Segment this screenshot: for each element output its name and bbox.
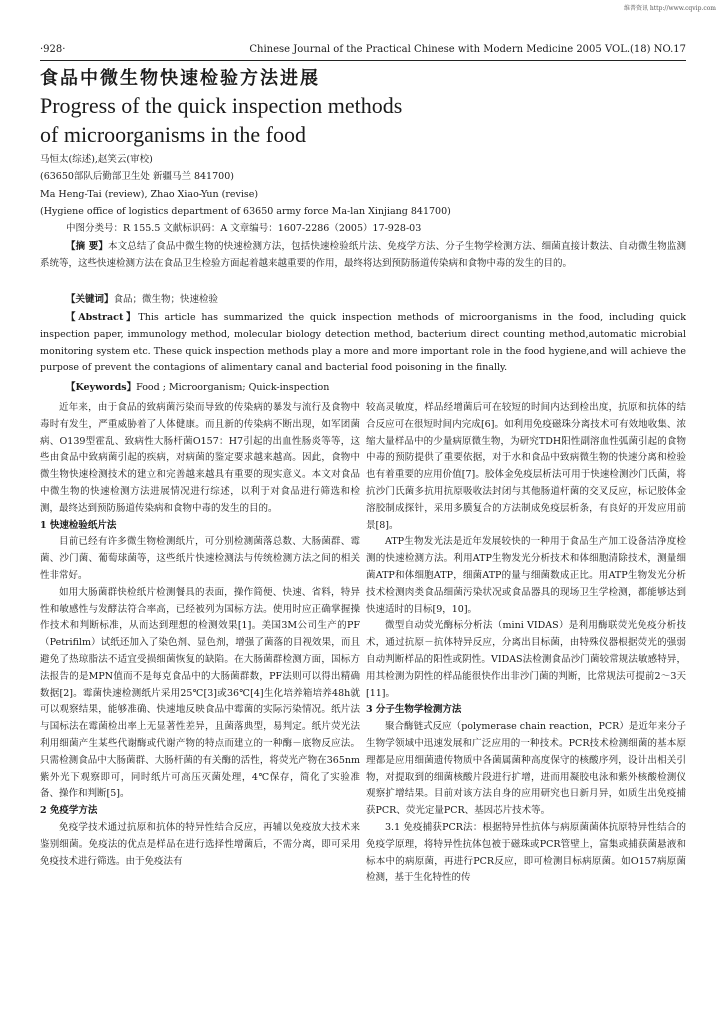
title-chinese: 食品中微生物快速检验方法进展 xyxy=(40,68,320,89)
section-heading-2: 2 免疫学方法 xyxy=(40,805,98,817)
abstract-english xyxy=(40,310,686,377)
header-rule xyxy=(40,60,686,61)
section-heading-3: 3 分子生物学检测方法 xyxy=(366,704,462,716)
affiliation-chinese: (63650部队后勤部卫生处 新疆马兰 841700) xyxy=(40,171,234,182)
right-column xyxy=(366,400,686,887)
classification-line: 中图分类号：R 155.5 文献标识码：A 文章编号：1607-2286（2005）17-928-03 xyxy=(66,223,422,234)
authors-chinese: 马恒太(综述),赵笑云(审校) xyxy=(40,154,153,165)
keywords-zh-text: 食品；微生物；快速检验 xyxy=(113,294,219,305)
abstract-en-text: This article has summarized the quick inspection methods of microorganisms in the food, including quick inspection paper, immunology method, molecular biology detection method, bacterium direct counting method,automatic microbial monitoring system etc. These quick inspection methods play a more and more important role in the food hygiene,and will achieve the purpose of prevent the contagions of alimentary canal and bacterial food poisoning in the finally. xyxy=(40,312,687,374)
title-english-line2: of microorganisms in the food xyxy=(40,122,306,147)
keywords-en-label: 【Keywords】 xyxy=(66,382,137,393)
left-column xyxy=(40,400,360,870)
paragraph: 免疫学技术通过抗原和抗体的特异性结合反应，再辅以免疫放大技术来鉴别细菌。免疫法的优点是样品在进行选择性增菌后，不需分离，即可采用免疫技术进行筛选。由于免疫法有 xyxy=(40,821,360,867)
keywords-zh-label: 【关键词】 xyxy=(66,294,114,305)
keywords-en-text: Food ; Microorganism; Quick-inspection xyxy=(136,382,330,393)
paragraph: 如用大肠菌群快检纸片检测餐具的表面，操作简便、快速、省料，特异性和敏感性与发酵法符合率高，已经被列为国标方法。使用时应正确掌握操作技术和判断标准，从而达到理想的检测效果[1]。美国3M公司生产的PF（Petrifilm）试纸还加入了染色剂、显色剂，增强了菌落的目视效果，而且避免了热琼脂法不适宜受损细菌恢复的缺陷。在大肠菌群检测方面，国标方法报告的是MPN值而不是每克食品中的大肠菌群数，PF法则可以得出精确数据[2]。霉菌快速检测纸片采用25℃[3]或36℃[4]生化培养箱培养48h就可以观察结果，能够准确、快速地反映食品中霉菌的实际污染情况。纸片法与国标法在霉菌检出率上无显著性差异，且菌落典型，易判定。纸片荧光法利用细菌产生某些代谢酶或代谢产物的特点而建立的一种酶－底物反应法。只需检测食品中大肠菌群、大肠杆菌的有关酶的活性，将荧光产物在365nm紫外光下观察即可，同时纸片可高压灭菌处理，4℃保存，简化了实验准备、操作和判断[5]。 xyxy=(40,586,360,800)
page-number: ·928· xyxy=(40,44,66,55)
section-heading-1: 1 快速检验纸片法 xyxy=(40,519,117,531)
keywords-chinese xyxy=(66,292,218,309)
paragraph: 较高灵敏度，样品经增菌后可在较短的时间内达到检出度，抗原和抗体的结合反应可在很短时间内完成[6]。如利用免疫磁珠分离技术可有效地收集、浓缩大量样品中的少量病原微生物，为研究TDH阳性副溶血性弧菌引起的食物中毒的预防提供了重要依据，对于水和食品中致病微生物的快速分离和检验也有着重要的应用价值[7]。胶体金免疫层析法可用于快速检测沙门氏菌，将抗沙门氏菌多抗用抗原吸收法封闭与其他肠道杆菌的交叉反应，标记胶体金溶胶制成探针，采用多膜复合的方法制成免疫层析条，有良好的开发应用前景[8]。 xyxy=(366,402,686,531)
paragraph: 目前已经有许多微生物检测纸片，可分别检测菌落总数、大肠菌群、霉菌、沙门菌、葡萄球菌等，这些纸片快速检测法与传统检测方法之间的相关性非常好。 xyxy=(40,536,360,581)
authors-english: Ma Heng-Tai (review), Zhao Xiao-Yun (revise) xyxy=(40,189,259,200)
keywords-english xyxy=(66,380,329,397)
paragraph: ATP生物发光法是近年发展较快的一种用于食品生产加工设备洁净度检测的快速检测方法。利用ATP生物发光分析技术和体细胞清除技术，测量细菌ATP和体细胞ATP，细菌ATP的量与细菌数成正比。用ATP生物发光分析技术检测肉类食品细菌污染状况或食品器具的现场卫生学检测，都能够达到快速适时的目标[9，10]。 xyxy=(366,536,686,615)
abstract-en-label: 【Abstract】 xyxy=(66,312,139,323)
affiliation-english: (Hygiene office of logistics department of 63650 army force Ma-lan Xinjiang 841700) xyxy=(40,206,451,217)
intro-paragraph: 近年来，由于食品的致病菌污染而导致的传染病的暴发与流行及食物中毒时有发生，严重威胁着了人体健康。而且新的传染病不断出现，如军团菌病、O139型霍乱、致病性大肠杆菌O157：H7引起的出血性肠炎等等，这些由食品中致病菌引起的疾病，对病菌的鉴定要求越来越高。因此，食物中微生物快速检测技术的建立和完善越来越具有重要的现实意义。本文对食品中微生物的快速检测方法进展情况进行综述，以利于对食品进行筛选和检测，最终达到预防肠道传染病和食物中毒的发生的目的。 xyxy=(40,402,360,514)
abstract-chinese xyxy=(40,239,686,273)
journal-header: Chinese Journal of the Practical Chinese with Modern Medicine 2005 VOL.(18) NO.17 xyxy=(249,44,686,55)
title-english-line1: Progress of the quick inspection methods xyxy=(40,93,403,118)
paragraph: 3.1 免疫捕获PCR法：根据特异性抗体与病原菌菌体抗原特异性结合的免疫学原理，将特异性抗体包被于磁珠或PCR管壁上，富集或捕获菌悬液和标本中的病原菌，再进行PCR反应，即可检测目标病原菌。如O157病原菌检测，基于生化特性的传 xyxy=(366,821,686,884)
abstract-zh-text: 本文总结了食品中微生物的快速检测方法，包括快速检验纸片法、免疫学方法、分子生物学检测方法、细菌直接计数法、自动微生物监测系统等，这些快速检测方法在食品卫生检验方面起着越来越重要的作用，最终将达到预防肠道传染病和食物中毒的发生的目的。 xyxy=(40,241,686,269)
paragraph: 微型自动荧光酶标分析法（mini VIDAS）是利用酶联荧光免疫分析技术，通过抗原－抗体特异反应，分离出目标菌，由特殊仪器根据荧光的强弱自动判断样品的阳性或阴性。VIDAS法检测食品沙门菌较常规法敏感特异，用其检测为阴性的样品能很快作出非沙门菌的判断，比常规法可提前2～3天[11]。 xyxy=(366,620,686,699)
source-stamp: 维普资讯 http://www.cqvip.com xyxy=(623,5,716,12)
abstract-zh-label: 【摘 要】 xyxy=(66,241,108,252)
paragraph: 聚合酶链式反应（polymerase chain reaction，PCR）是近年来分子生物学领域中迅速发展和广泛应用的一种技术。PCR技术检测细菌的基本原理都是应用细菌遗传物质中各菌属菌种高度保守的核酸序列，设计出相关引物，对提取到的细菌核酸片段进行扩增，进而用凝胶电泳和紫外核酸检测仪观察扩增结果。目前对该方法自身的应用研究也日新月异，如质生出免疫捕获PCR、荧光定量PCR、基因芯片技术等。 xyxy=(366,721,686,817)
